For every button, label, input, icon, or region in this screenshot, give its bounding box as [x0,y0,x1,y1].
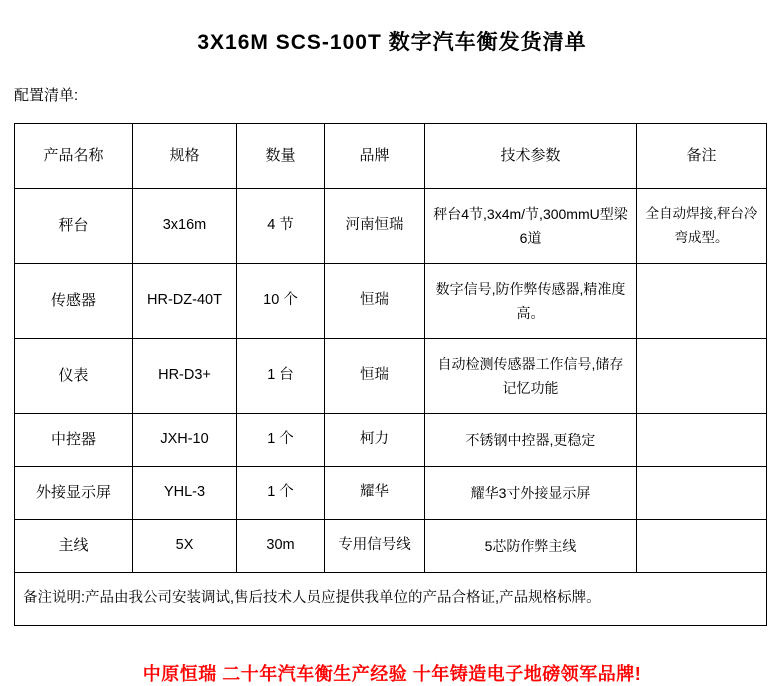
cell-remark: 全自动焊接,秤台冷弯成型。 [637,189,767,264]
table-header-cell: 规格 [133,124,237,189]
cell-remark [637,520,767,573]
cell-quantity: 4 节 [237,189,325,264]
cell-brand: 恒瑞 [325,339,425,414]
table-note-row [15,573,767,626]
cell-product-name: 外接显示屏 [15,467,133,520]
cell-tech-params: 秤台4节,3x4m/节,300mmU型梁6道 [425,189,637,264]
table-header-cell: 产品名称 [15,124,133,189]
table-row [15,339,767,414]
cell-brand: 专用信号线 [325,520,425,573]
cell-brand: 恒瑞 [325,264,425,339]
cell-tech-params: 不锈钢中控器,更稳定 [425,414,637,467]
cell-brand: 柯力 [325,414,425,467]
page-title: 3X16M SCS-100T 数字汽车衡发货清单 [197,31,587,54]
cell-quantity: 1 台 [237,339,325,414]
table-row [15,414,767,467]
table-header-cell: 技术参数 [425,124,637,189]
subtitle-label: 配置清单: [14,87,79,104]
cell-note: 备注说明:产品由我公司安装调试,售后技术人员应提供我单位的产品合格证,产品规格标牌。 [15,573,767,626]
table-row [15,467,767,520]
cell-spec: 3x16m [133,189,237,264]
cell-tech-params: 5芯防作弊主线 [425,520,637,573]
table-header-cell: 品牌 [325,124,425,189]
cell-quantity: 1 个 [237,467,325,520]
document-page [0,26,784,684]
cell-remark [637,467,767,520]
table-row [15,520,767,573]
cell-spec: 5X [133,520,237,573]
cell-product-name: 传感器 [15,264,133,339]
cell-remark [637,264,767,339]
spec-table [14,123,767,626]
cell-tech-params: 自动检测传感器工作信号,储存记忆功能 [425,339,637,414]
cell-quantity: 10 个 [237,264,325,339]
cell-tech-params: 耀华3寸外接显示屏 [425,467,637,520]
cell-brand: 耀华 [325,467,425,520]
table-header-cell: 备注 [637,124,767,189]
table-header-cell: 数量 [237,124,325,189]
cell-product-name: 主线 [15,520,133,573]
cell-product-name: 中控器 [15,414,133,467]
cell-spec: YHL-3 [133,467,237,520]
cell-quantity: 30m [237,520,325,573]
table-row [15,264,767,339]
cell-product-name: 秤台 [15,189,133,264]
cell-product-name: 仪表 [15,339,133,414]
table-row [15,189,767,264]
cell-remark [637,339,767,414]
cell-quantity: 1 个 [237,414,325,467]
cell-spec: HR-DZ-40T [133,264,237,339]
footer-slogan: 中原恒瑞 二十年汽车衡生产经验 十年铸造电子地磅领军品牌! [142,664,642,684]
cell-remark [637,414,767,467]
cell-spec: HR-D3+ [133,339,237,414]
cell-tech-params: 数字信号,防作弊传感器,精准度高。 [425,264,637,339]
cell-brand: 河南恒瑞 [325,189,425,264]
table-header-row [15,124,767,189]
cell-spec: JXH-10 [133,414,237,467]
